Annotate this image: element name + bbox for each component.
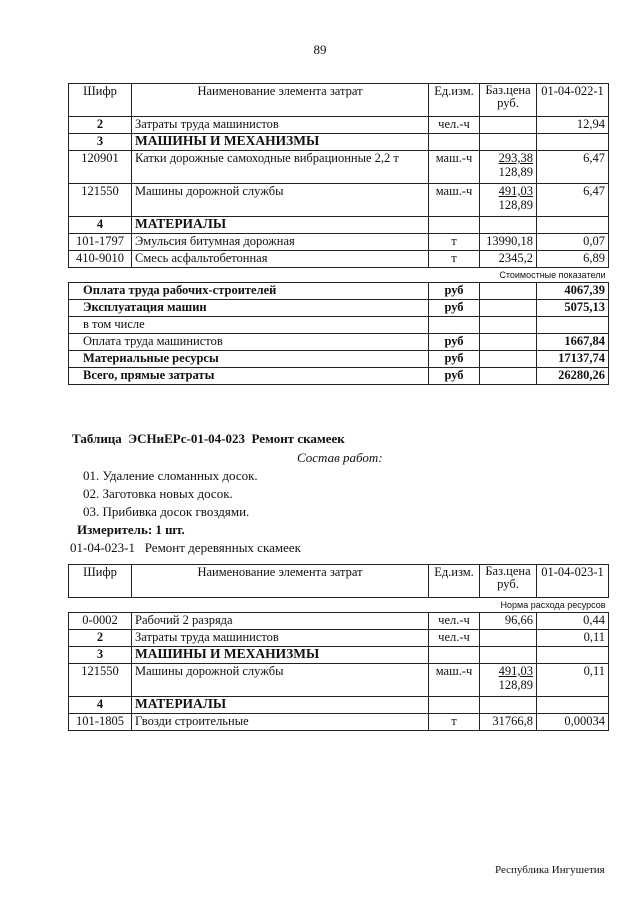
table-header-row <box>69 84 609 117</box>
row-name: Смесь асфальтобетонная <box>132 251 429 268</box>
header-name: Наименование элемента затрат <box>132 565 429 598</box>
row-code: 0-0002 <box>69 613 132 630</box>
row-name: МАШИНЫ И МЕХАНИЗМЫ <box>132 134 429 151</box>
header-price: Баз.цена руб. <box>480 565 537 598</box>
row-price <box>480 664 537 697</box>
table-row <box>69 664 609 697</box>
summary-label: в том числе <box>69 317 429 334</box>
row-code: 2 <box>69 630 132 647</box>
row-value <box>537 217 609 234</box>
row-code: 4 <box>69 697 132 714</box>
summary-label: Материальные ресурсы <box>69 351 429 368</box>
row-name: МАШИНЫ И МЕХАНИЗМЫ <box>132 647 429 664</box>
row-unit: т <box>429 251 480 268</box>
header-name: Наименование элемента затрат <box>132 84 429 117</box>
summary-empty <box>480 283 537 300</box>
cost-table-2 <box>68 564 609 731</box>
meter-label: Измеритель: 1 шт. <box>77 522 185 537</box>
summary-unit: руб <box>429 334 480 351</box>
row-name: МАТЕРИАЛЫ <box>132 217 429 234</box>
price-value: 293,38 <box>498 151 533 165</box>
row-name: Машины дорожной службы <box>132 184 429 217</box>
summary-unit: руб <box>429 283 480 300</box>
row-code: 121550 <box>69 184 132 217</box>
summary-row <box>69 300 609 317</box>
row-price <box>480 697 537 714</box>
summary-row <box>69 334 609 351</box>
row-value: 12,94 <box>537 117 609 134</box>
header-item: 01-04-022-1 <box>537 84 609 117</box>
table-row <box>69 151 609 184</box>
row-value: 0,11 <box>537 664 609 697</box>
row-price <box>480 117 537 134</box>
row-code: 4 <box>69 217 132 234</box>
footer-region: Республика Ингушетия <box>495 864 605 876</box>
table-row <box>69 117 609 134</box>
summary-value: 26280,26 <box>537 368 609 385</box>
row-unit: чел.-ч <box>429 613 480 630</box>
row-code: 3 <box>69 647 132 664</box>
row-value: 0,07 <box>537 234 609 251</box>
summary-value: 1667,84 <box>537 334 609 351</box>
row-name: Катки дорожные самоходные вибрационные 2,2 т <box>132 151 429 184</box>
row-name: МАТЕРИАЛЫ <box>132 697 429 714</box>
works-title: Состав работ: <box>297 450 383 465</box>
row-unit <box>429 697 480 714</box>
row-unit: маш.-ч <box>429 151 480 184</box>
summary-value: 5075,13 <box>537 300 609 317</box>
summary-label: Оплата труда рабочих-строителей <box>69 283 429 300</box>
work-item-code: 01-04-023-1 Ремонт деревянных скамеек <box>70 540 301 555</box>
row-code: 101-1805 <box>69 714 132 731</box>
subheader-label: Норма расхода ресурсов <box>69 598 609 613</box>
row-name: Гвозди строительные <box>132 714 429 731</box>
row-name: Затраты труда машинистов <box>132 630 429 647</box>
row-unit: т <box>429 714 480 731</box>
header-code: Шифр <box>69 84 132 117</box>
summary-unit: руб <box>429 300 480 317</box>
table-row <box>69 134 609 151</box>
table-row <box>69 184 609 217</box>
row-value: 0,44 <box>537 613 609 630</box>
table-row <box>69 697 609 714</box>
subheader-row <box>69 268 609 283</box>
header-unit: Ед.изм. <box>429 84 480 117</box>
work-item-3: 03. Прибивка досок гвоздями. <box>83 504 250 519</box>
row-unit: маш.-ч <box>429 664 480 697</box>
summary-empty <box>480 300 537 317</box>
row-unit: чел.-ч <box>429 630 480 647</box>
cost-table-1 <box>68 83 609 385</box>
summary-row <box>69 351 609 368</box>
row-value <box>537 647 609 664</box>
summary-row <box>69 368 609 385</box>
row-price <box>480 184 537 217</box>
summary-empty <box>480 334 537 351</box>
row-value <box>537 697 609 714</box>
work-item-1: 01. Удаление сломанных досок. <box>83 468 258 483</box>
row-code: 121550 <box>69 664 132 697</box>
row-code: 3 <box>69 134 132 151</box>
summary-value: 4067,39 <box>537 283 609 300</box>
price-machinist: 128,89 <box>498 165 533 179</box>
row-price <box>480 151 537 184</box>
row-value: 0,00034 <box>537 714 609 731</box>
table-row <box>69 630 609 647</box>
table-row <box>69 234 609 251</box>
summary-label: Оплата труда машинистов <box>69 334 429 351</box>
row-unit: чел.-ч <box>429 117 480 134</box>
row-unit <box>429 134 480 151</box>
summary-row <box>69 283 609 300</box>
subheader-label: Стоимостные показатели <box>69 268 609 283</box>
row-name: Затраты труда машинистов <box>132 117 429 134</box>
table-row <box>69 714 609 731</box>
row-code: 120901 <box>69 151 132 184</box>
row-price: 31766,8 <box>480 714 537 731</box>
row-value: 6,47 <box>537 151 609 184</box>
summary-empty <box>480 351 537 368</box>
row-code: 101-1797 <box>69 234 132 251</box>
table-row <box>69 647 609 664</box>
header-item: 01-04-023-1 <box>537 565 609 598</box>
row-value: 6,47 <box>537 184 609 217</box>
table-title: Таблица ЭСНиЕРс-01-04-023 Ремонт скамеек <box>72 431 345 446</box>
summary-value <box>537 317 609 334</box>
row-name: Машины дорожной службы <box>132 664 429 697</box>
table-row <box>69 251 609 268</box>
price-value: 491,03 <box>498 664 533 678</box>
summary-value: 17137,74 <box>537 351 609 368</box>
row-price: 13990,18 <box>480 234 537 251</box>
row-unit: т <box>429 234 480 251</box>
summary-empty <box>480 368 537 385</box>
row-price <box>480 647 537 664</box>
row-name: Рабочий 2 разряда <box>132 613 429 630</box>
header-code: Шифр <box>69 565 132 598</box>
summary-row <box>69 317 609 334</box>
row-price: 2345,2 <box>480 251 537 268</box>
price-machinist: 128,89 <box>498 198 533 212</box>
row-value <box>537 134 609 151</box>
table-row <box>69 217 609 234</box>
row-price: 96,66 <box>480 613 537 630</box>
row-code: 410-9010 <box>69 251 132 268</box>
row-unit: маш.-ч <box>429 184 480 217</box>
row-unit <box>429 647 480 664</box>
header-price: Баз.цена руб. <box>480 84 537 117</box>
row-code: 2 <box>69 117 132 134</box>
row-price <box>480 134 537 151</box>
price-machinist: 128,89 <box>498 678 533 692</box>
row-value: 0,11 <box>537 630 609 647</box>
price-value: 491,03 <box>498 184 533 198</box>
summary-label: Эксплуатация машин <box>69 300 429 317</box>
table-row <box>69 613 609 630</box>
summary-unit: руб <box>429 351 480 368</box>
summary-label: Всего, прямые затраты <box>69 368 429 385</box>
row-name: Эмульсия битумная дорожная <box>132 234 429 251</box>
summary-unit <box>429 317 480 334</box>
summary-unit: руб <box>429 368 480 385</box>
subheader-row <box>69 598 609 613</box>
row-value: 6,89 <box>537 251 609 268</box>
row-price <box>480 217 537 234</box>
header-unit: Ед.изм. <box>429 565 480 598</box>
summary-empty <box>480 317 537 334</box>
row-price <box>480 630 537 647</box>
row-unit <box>429 217 480 234</box>
work-item-2: 02. Заготовка новых досок. <box>83 486 233 501</box>
table-header-row <box>69 565 609 598</box>
page-number: 89 <box>313 42 327 57</box>
